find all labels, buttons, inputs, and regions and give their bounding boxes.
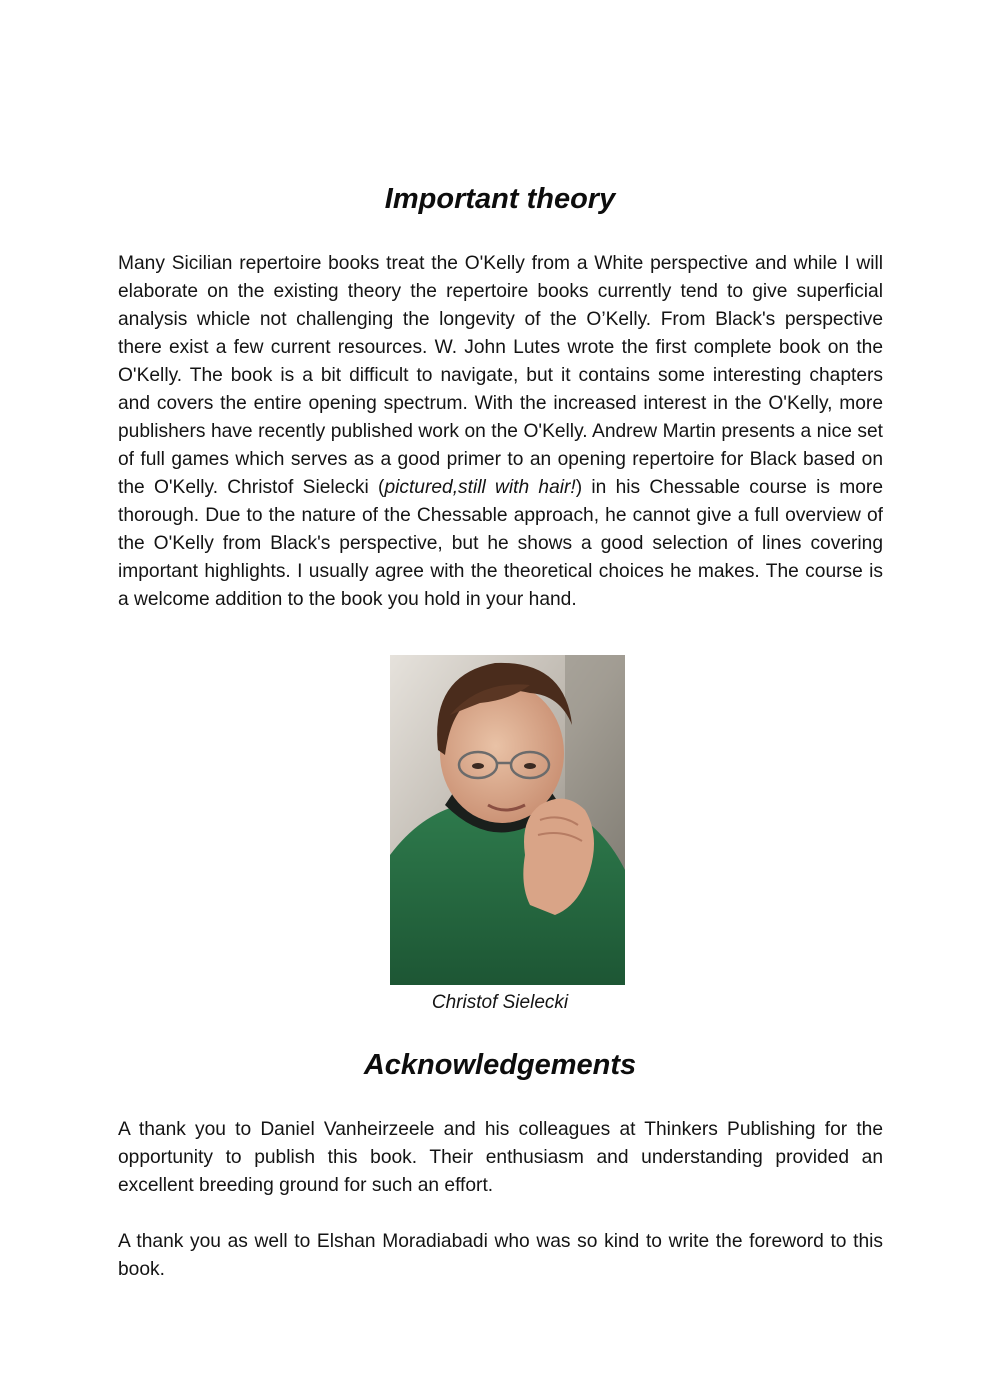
section-heading-acknowledgements: Acknowledgements [363, 1049, 637, 1081]
section-heading-important-theory: Important theory [384, 183, 616, 215]
acknowledgements-paragraph-2: A thank you as well to Elshan Moradiabadi who was so kind to write the foreword to this book. [118, 1231, 883, 1280]
paragraph-text-end: ) in his Chessable course is more thorough. Due to the nature of the Chessable approach, he cannot give a full overview of the O'Kelly from Black's perspective, but he shows a good selection of lines covering important highlights. I usually agree with the theoretical choices he makes. The course is a welcome addition to the book you hold in your hand. [118, 477, 883, 610]
portrait-illustration [390, 655, 625, 985]
paragraph-italic-aside: pictured,still with hair! [384, 477, 576, 498]
paragraph-text-start: Many Sicilian repertoire books treat the O'Kelly from a White perspective and while I will elaborate on the existing theory the repertoire books currently tend to give superficial analysis whicle not challenging the longevity of the O’Kelly. From Black's perspective there exist a few current resources. W. John Lutes wrote the first complete book on the O'Kelly. The book is a bit difficult to navigate, but it contains some interesting chapters and covers the entire opening spectrum. With the increased interest in the O'Kelly, more publishers have recently published work on the O'Kelly. Andrew Martin presents a nice set of full games which serves as a good primer to an opening repertoire for Black based on the O'Kelly. Christof Sielecki ( [118, 253, 883, 498]
important-theory-paragraph [118, 250, 883, 614]
acknowledgements-paragraph-1: A thank you to Daniel Vanheirzeele and his colleagues at Thinkers Publishing for the opportunity to publish this book. Their enthusiasm and understanding provided an excellent breeding ground for such an effort. [118, 1119, 883, 1196]
photo-caption: Christof Sielecki [431, 992, 569, 1013]
portrait-photo [390, 655, 625, 985]
